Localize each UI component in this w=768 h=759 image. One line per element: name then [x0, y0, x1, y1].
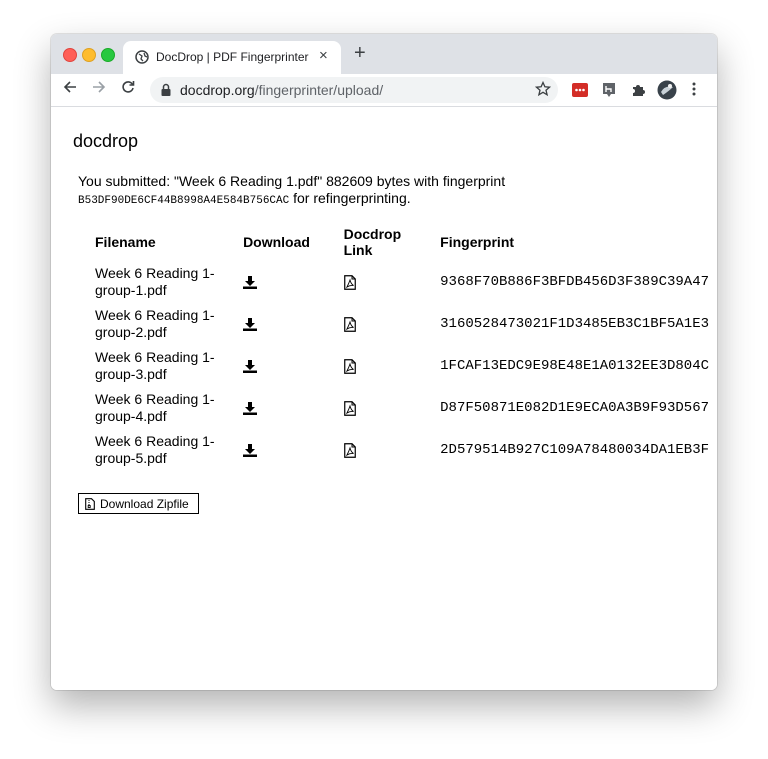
header-docdrop-link [336, 223, 433, 261]
pdf-file-icon[interactable] [344, 359, 425, 374]
tab-title: DocDrop | PDF Fingerprinter [156, 50, 309, 64]
browser-toolbar [51, 74, 717, 107]
reload-icon[interactable] [121, 80, 135, 99]
extensions-puzzle-icon[interactable] [630, 82, 646, 103]
row-fingerprint: 1FCAF13EDC9E98E48E1A0132EE3D804C [440, 357, 709, 374]
close-window-button[interactable] [63, 48, 77, 62]
minimize-window-button[interactable] [82, 48, 96, 62]
download-icon[interactable] [243, 276, 328, 289]
row-link-cell [336, 387, 433, 429]
new-tab-button[interactable]: + [354, 42, 366, 64]
pdf-file-icon[interactable] [344, 401, 425, 416]
tab-close-icon[interactable]: × [319, 47, 328, 64]
row-fingerprint: D87F50871E082D1E9ECA0A3B9F93D567 [440, 399, 709, 416]
row-download-cell [235, 387, 336, 429]
table-header-row [87, 223, 717, 261]
row-filename: Week 6 Reading 1-group-1.pdf [95, 265, 215, 298]
header-download: Download [243, 234, 310, 250]
table-row [87, 429, 717, 471]
lock-icon [160, 83, 172, 97]
row-download-cell [235, 345, 336, 387]
table-row [87, 303, 717, 345]
row-link-cell [336, 261, 433, 303]
address-bar[interactable] [150, 77, 558, 103]
browser-menu-icon[interactable] [692, 81, 696, 102]
submission-suffix: for refingerprinting. [289, 190, 411, 206]
results-table [87, 223, 717, 471]
table-row [87, 345, 717, 387]
row-fingerprint: 9368F70B886F3BFDB456D3F389C39A47 [440, 273, 709, 290]
url-text: docdrop.org/fingerprinter/upload/ [180, 82, 384, 98]
submitted-fingerprint: B53DF90DE6CF44B8998A4E584B756CAC [78, 195, 290, 207]
download-icon[interactable] [243, 444, 328, 457]
row-filename: Week 6 Reading 1-group-4.pdf [95, 391, 215, 424]
hypothesis-extension-icon[interactable] [601, 82, 617, 103]
table-row [87, 387, 717, 429]
globe-icon [135, 50, 149, 64]
tab-strip [51, 34, 717, 74]
row-filename: Week 6 Reading 1-group-2.pdf [95, 307, 215, 340]
pdf-file-icon[interactable] [344, 275, 425, 290]
row-link-cell [336, 303, 433, 345]
download-icon[interactable] [243, 318, 328, 331]
profile-avatar-icon[interactable] [657, 80, 677, 105]
lastpass-extension-icon[interactable] [572, 82, 588, 103]
browser-window [51, 34, 717, 690]
page-content [51, 107, 717, 690]
header-docdrop-link-label: Docdrop Link [343, 226, 402, 258]
row-link-cell [336, 429, 433, 471]
row-download-cell [235, 261, 336, 303]
row-filename: Week 6 Reading 1-group-5.pdf [95, 433, 215, 466]
row-download-cell [235, 429, 336, 471]
row-download-cell [235, 303, 336, 345]
submission-text: You submitted: "Week 6 Reading 1.pdf" 882609 bytes with fingerprint [78, 173, 506, 189]
table-row [87, 261, 717, 303]
site-title: docdrop [73, 131, 139, 151]
header-fingerprint: Fingerprint [440, 234, 515, 250]
forward-icon[interactable] [92, 80, 106, 99]
pdf-file-icon[interactable] [344, 443, 425, 458]
row-fingerprint: 3160528473021F1D3485EB3C1BF5A1E3 [440, 315, 709, 332]
row-link-cell [336, 345, 433, 387]
header-filename: Filename [95, 234, 156, 250]
submission-message [78, 173, 505, 210]
pdf-file-icon[interactable] [344, 317, 425, 332]
download-zipfile-button[interactable] [78, 493, 199, 514]
bookmark-star-icon[interactable] [535, 81, 551, 102]
download-icon[interactable] [243, 360, 328, 373]
download-zipfile-label: Download Zipfile [100, 496, 189, 511]
row-filename: Week 6 Reading 1-group-3.pdf [95, 349, 215, 382]
active-tab[interactable] [123, 41, 341, 74]
zoom-window-button[interactable] [101, 48, 115, 62]
back-icon[interactable] [63, 80, 77, 99]
submission-fingerprint-line [78, 190, 505, 210]
row-fingerprint: 2D579514B927C109A78480034DA1EB3F [440, 441, 709, 458]
download-icon[interactable] [243, 402, 328, 415]
zip-file-icon [85, 498, 95, 510]
